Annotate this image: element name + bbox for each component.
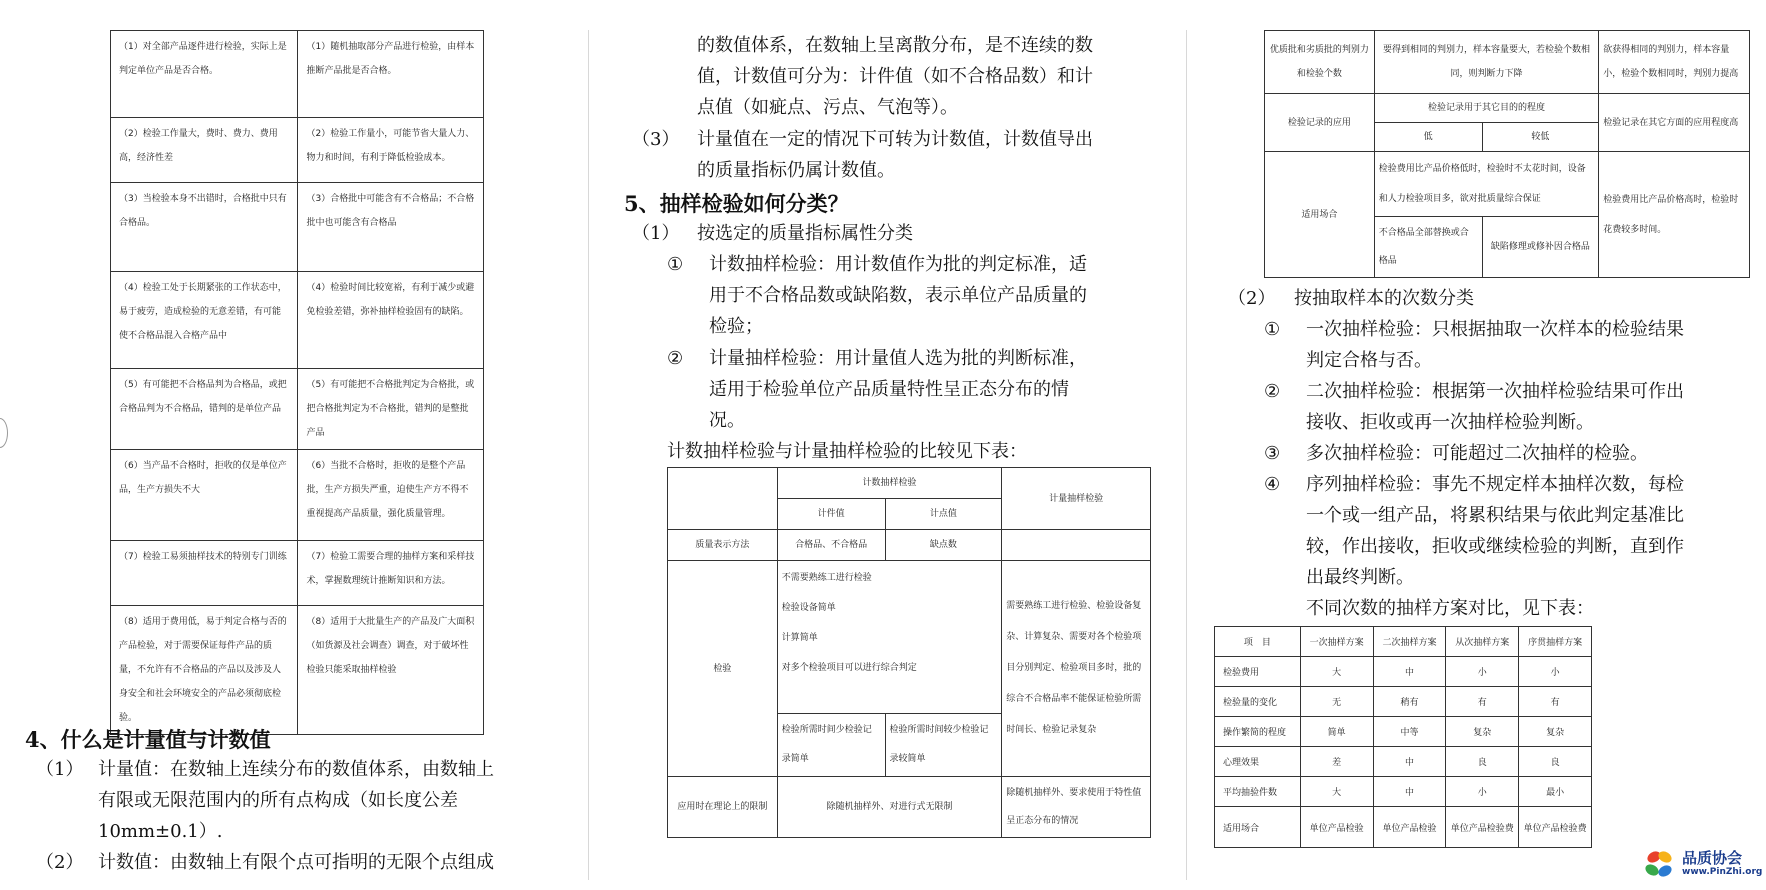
- table-cell: 小: [1519, 657, 1592, 687]
- text-line: 计算简单: [781, 633, 818, 643]
- table-cell: （6）当批不合格时，拒收的是整个产品批，生产方损失严重，迫使生产方不得不重视提高产品质量，强化质量管理。: [298, 450, 484, 541]
- header-measure-sampling: 计量抽样检验: [1002, 468, 1151, 530]
- comparison-intro: 不同次数的抽样方案对比，见下表：: [1306, 598, 1594, 619]
- column-divider: [1186, 30, 1187, 880]
- row-label: 检验费用: [1215, 657, 1301, 687]
- row-label: 适用场合: [1215, 807, 1301, 848]
- text-line: 计量值：在数轴上连续分布的数值体系，由数轴上: [98, 759, 494, 780]
- table-cell: 简单: [1300, 717, 1373, 747]
- text-line: 不需要熟练工进行检验: [781, 573, 872, 583]
- table-cell: 合格品、不合格品: [777, 530, 885, 561]
- table-row: [111, 118, 484, 183]
- para-number: （1）: [36, 759, 84, 780]
- table-cell: 大: [1300, 777, 1373, 807]
- table-cell: 检验费用比产品价格高时，检验时花费较多时间。: [1599, 152, 1750, 278]
- table-cell: 单位产品检验费: [1446, 807, 1519, 848]
- row-label: 心理效果: [1215, 747, 1301, 777]
- count-vs-measure-table-continued: [1264, 30, 1750, 278]
- table-cell: 检验记录用于其它目的的程度: [1374, 94, 1599, 123]
- table-cell: 欲获得相同的判别力，样本容量小，检验个数相同时，判别力提高: [1599, 31, 1750, 94]
- text-line: 计量抽样检验：用计量值人选为批的判断标准，: [709, 348, 1087, 369]
- text-line: 的数值体系，在数轴上呈离散分布，是不连续的数: [697, 35, 1093, 56]
- column-header: 二次抽样方案: [1373, 627, 1446, 657]
- count-vs-measure-table: [667, 467, 1151, 838]
- table-cell: （2）检验工作量小，可能节省大量人力、物力和时间，有利于降低检验成本。: [298, 118, 484, 183]
- table-cell: 中: [1373, 747, 1446, 777]
- table-cell: 单位产品检验: [1373, 807, 1446, 848]
- count-value-continuation: [697, 30, 1093, 123]
- table-cell: （7）检验工需要合理的抽样方案和采样技术，掌握数理统计推断知识和方法。: [298, 541, 484, 606]
- table-cell: （5）有可能把不合格品判为合格品，或把合格品判为不合格品，错判的是单位产品: [111, 369, 298, 450]
- table-cell: [777, 561, 1002, 714]
- column-header: 一次抽样方案: [1300, 627, 1373, 657]
- para-number: （3）: [632, 129, 680, 150]
- row-label: 质量表示方法: [668, 530, 778, 561]
- table-cell: 单位产品检验费: [1519, 807, 1592, 848]
- header-piece-value: 计件值: [777, 499, 885, 530]
- text-line: 点值（如疵点、污点、气泡等）。: [697, 97, 958, 118]
- table-cell: （3）合格批中可能含有不合格品；不合格批中也可能含有合格品: [298, 183, 484, 272]
- table-cell: （3）当检验本身不出错时，合格批中只有合格品。: [111, 183, 298, 272]
- text-line: 一次抽样检验：只根据抽取一次样本的检验结果: [1306, 319, 1684, 340]
- text-line: 的质量指标仍属计数值。: [697, 160, 895, 181]
- row-label: 平均抽验件数: [1215, 777, 1301, 807]
- table-cell: 缺点数: [885, 530, 1002, 561]
- text-line: 况。: [709, 410, 745, 431]
- table-cell: 检验费用比产品价格低时，检验时不太花时间，设备和人力检验项目多，欲对批质量综合保证: [1374, 152, 1599, 217]
- text-line: 值，计数值可分为：计件值（如不合格品数）和计: [697, 66, 1093, 87]
- table-corner: [668, 468, 778, 530]
- text-line: 有限或无限范围内的所有点构成（如长度公差: [98, 790, 458, 811]
- table-row: [1215, 687, 1592, 717]
- text-line: 计量值在一定的情况下可转为计数值，计数值导出: [697, 129, 1093, 150]
- logo-mark-icon: [1640, 845, 1678, 883]
- item-number: ②: [667, 348, 684, 369]
- table-cell: （4）检验工处于长期紧张的工作状态中，易于疲劳，造成检验的无意差错，有可能使不合格品混入合格产品中: [111, 272, 298, 369]
- text-line: 二次抽样检验：根据第一次抽样检验结果可作出: [1306, 381, 1684, 402]
- table-cell: 差: [1300, 747, 1373, 777]
- table-row: [111, 183, 484, 272]
- pinzhi-logo: [1640, 845, 1763, 885]
- table-cell: （6）当产品不合格时，拒收的仅是单位产品，生产方损失不大: [111, 450, 298, 541]
- text-line: 10mm±0.1）.: [98, 821, 223, 842]
- table-cell: （8）适用于费用低，易于判定合格与否的产品检验，对于需要保证每件产品的质量，不允许有不合格品的产品以及涉及人身安全和社会环境安全的产品必须彻底检验。: [111, 606, 298, 735]
- item-number: ③: [1264, 443, 1281, 464]
- row-label: 检验: [668, 561, 778, 777]
- table-cell: 要得到相同的判别力，样本容量要大，若检验个数相同，则判断力下降: [1374, 31, 1599, 94]
- para-number: （1）: [632, 223, 680, 244]
- text-line: 较，作出接收，拒收或继续检验的判断，直到作: [1306, 536, 1684, 557]
- count-value-definition: 计数值：由数轴上有限个点可指明的无限个点组成: [98, 852, 494, 873]
- sampling-plan-comparison-table: [1214, 626, 1592, 848]
- row-label: 检验量的变化: [1215, 687, 1301, 717]
- logo-url: www.PinZhi.org: [1682, 867, 1763, 877]
- measure-sampling-definition: [709, 343, 1087, 436]
- table-cell: 除随机抽样外、对进行式无限制: [777, 777, 1002, 838]
- table-cell: （8）适用于大批量生产的产品及广大面积（如货源及社会调查）调查，对于破坏性检验只能采取抽样检验: [298, 606, 484, 735]
- table-cell: [1002, 530, 1151, 561]
- table-cell: （4）检验时间比较宽裕，有利于减少或避免检验差错，弥补抽样检验固有的缺陷。: [298, 272, 484, 369]
- table-cell: （2）检验工作量大，费时、费力、费用高，经济性差: [111, 118, 298, 183]
- table-cell: 缺陷修理或修补因合格品: [1482, 217, 1599, 278]
- text-line: 判定合格与否。: [1306, 350, 1432, 371]
- table-cell: 不合格品全部替换或合格品: [1374, 217, 1482, 278]
- column-header: 从次抽样方案: [1446, 627, 1519, 657]
- table-cell: 除随机抽样外、要求使用于特性值呈正态分布的情况: [1002, 777, 1151, 838]
- table-cell: 小: [1446, 657, 1519, 687]
- row-label: 适用场合: [1265, 152, 1375, 278]
- table-cell: 低: [1374, 123, 1482, 152]
- text-line: 用于不合格品数或缺陷数，表示单位产品质量的: [709, 285, 1087, 306]
- page-edge-mark: [0, 418, 8, 448]
- classification-by-count: 按抽取样本的次数分类: [1294, 288, 1474, 309]
- count-sampling-definition: [709, 249, 1087, 342]
- column-divider: [588, 30, 589, 880]
- table-cell: 无: [1300, 687, 1373, 717]
- section-5-heading: 5、抽样检验如何分类？: [624, 191, 849, 216]
- row-label: 检验记录的应用: [1265, 94, 1375, 152]
- table-cell: 大: [1300, 657, 1373, 687]
- row-label: 优质批和劣质批的判别力和检验个数: [1265, 31, 1375, 94]
- para-number: （2）: [1228, 288, 1276, 309]
- table-row: [1215, 747, 1592, 777]
- table-row: [111, 606, 484, 735]
- table-cell: 中: [1373, 657, 1446, 687]
- logo-name: 品质协会: [1682, 849, 1743, 867]
- header-count-sampling: 计数抽样检验: [777, 468, 1002, 499]
- text-line: 对多个检验项目可以进行综合判定: [781, 663, 917, 673]
- text-line: 出最终判断。: [1306, 567, 1414, 588]
- table-cell: 较低: [1482, 123, 1599, 152]
- item-number: ②: [1264, 381, 1281, 402]
- table-cell: 中等: [1373, 717, 1446, 747]
- row-label: 应用时在理论上的限制: [668, 777, 778, 838]
- table-row: [1215, 717, 1592, 747]
- text-line: 一个或一组产品，将累积结果与依此判定基准比: [1306, 505, 1684, 526]
- table-cell: （1）随机抽取部分产品进行检验，由样本推断产品批是否合格。: [298, 31, 484, 118]
- table-row: [111, 450, 484, 541]
- conversion-note: [697, 124, 1093, 186]
- table-cell: 单位产品检验: [1300, 807, 1373, 848]
- item-number: ④: [1264, 474, 1281, 495]
- para-number: （2）: [36, 852, 84, 873]
- table-row: [1215, 657, 1592, 687]
- table-row: [111, 272, 484, 369]
- sampling-type-description: [1306, 314, 1684, 376]
- item-number: ①: [667, 254, 684, 275]
- table-cell: 良: [1519, 747, 1592, 777]
- classification-by-attribute: 按选定的质量指标属性分类: [697, 223, 913, 244]
- table-cell: 检验所需时间较少检验记录较简单: [885, 714, 1002, 777]
- table-cell: 最小: [1519, 777, 1592, 807]
- table-cell: 需要熟练工进行检验、检验设备复杂、计算复杂、需要对各个检验项目分别判定、检验项目多时，批的综合不合格品率不能保证检验所需时间长、检验记录复杂: [1002, 561, 1151, 777]
- text-line: 检验；: [709, 316, 763, 337]
- table-cell: （1）对全部产品逐件进行检验，实际上是判定单位产品是否合格。: [111, 31, 298, 118]
- table-row: [111, 369, 484, 450]
- sampling-type-description: [1306, 469, 1684, 593]
- table-cell: 中: [1373, 777, 1446, 807]
- full-vs-sampling-table: [110, 30, 484, 735]
- text-line: 检验设备简单: [781, 603, 836, 613]
- sampling-type-description: [1306, 438, 1648, 469]
- header-point-value: 计点值: [885, 499, 1002, 530]
- table-cell: 检验记录在其它方面的应用程度高: [1599, 94, 1750, 152]
- table-cell: 稍有: [1373, 687, 1446, 717]
- table-cell: 复杂: [1519, 717, 1592, 747]
- sampling-type-description: [1306, 376, 1684, 438]
- comparison-intro: 计数抽样检验与计量抽样检验的比较见下表：: [667, 441, 1027, 462]
- table-cell: 检验所需时间少检验记录简单: [777, 714, 885, 777]
- table-cell: 有: [1519, 687, 1592, 717]
- table-cell: 有: [1446, 687, 1519, 717]
- table-row: [111, 541, 484, 606]
- row-label: 操作繁简的程度: [1215, 717, 1301, 747]
- table-cell: 复杂: [1446, 717, 1519, 747]
- table-cell: 良: [1446, 747, 1519, 777]
- item-number: ①: [1264, 319, 1281, 340]
- text-line: 序列抽样检验：事先不规定样本抽样次数，每检: [1306, 474, 1684, 495]
- text-line: 计数抽样检验：用计数值作为批的判定标准，适: [709, 254, 1087, 275]
- table-row: [1215, 777, 1592, 807]
- table-cell: （7）检验工易须抽样技术的特别专门训练: [111, 541, 298, 606]
- section-4-heading: 4、什么是计量值与计数值: [25, 727, 271, 752]
- table-cell: 小: [1446, 777, 1519, 807]
- measurement-value-definition: [98, 754, 494, 847]
- text-line: 接收、拒收或再一次抽样检验判断。: [1306, 412, 1594, 433]
- text-line: 多次抽样检验：可能超过二次抽样的检验。: [1306, 443, 1648, 464]
- table-cell: （5）有可能把不合格批判定为合格批，或把合格批判定为不合格批，错判的是整批产品: [298, 369, 484, 450]
- table-row: [111, 31, 484, 118]
- table-row: [1215, 807, 1592, 848]
- column-header: 序贯抽样方案: [1519, 627, 1592, 657]
- text-line: 适用于检验单位产品质量特性呈正态分布的情: [709, 379, 1069, 400]
- column-header: 项 目: [1215, 627, 1301, 657]
